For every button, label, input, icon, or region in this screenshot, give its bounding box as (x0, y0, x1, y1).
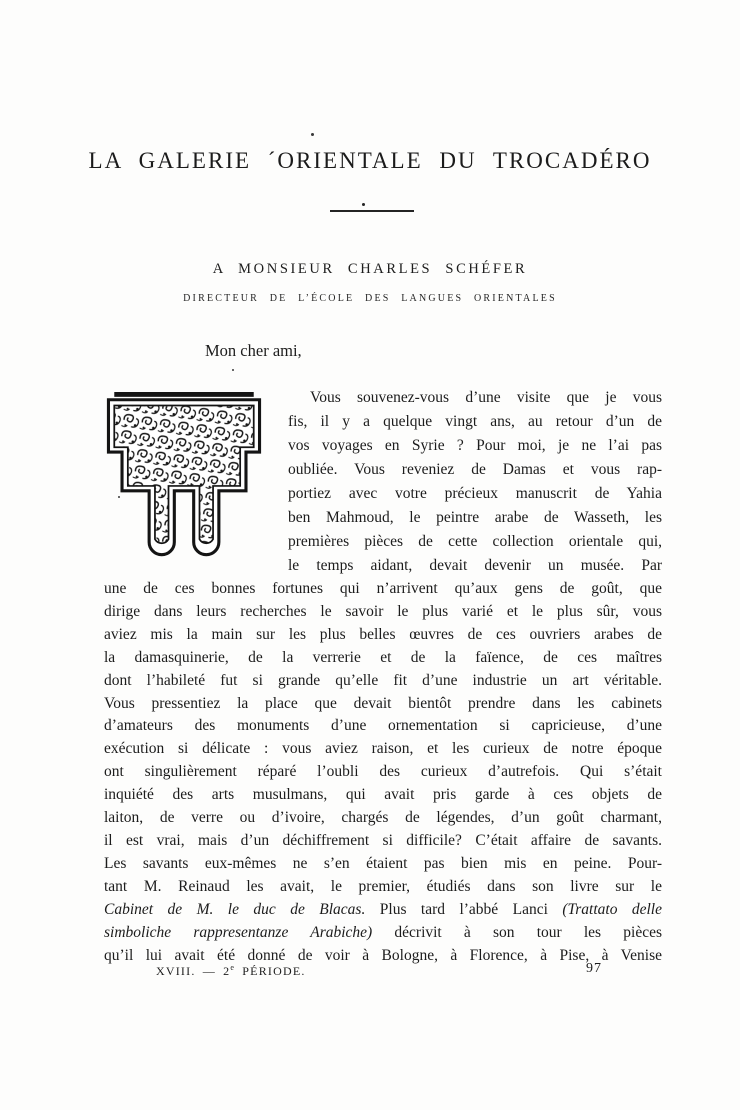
text-line: qu’il lui avait été donné de voir à Bologne, à Florence, à Pise, à Venise (104, 946, 662, 964)
ink-speck (311, 133, 314, 136)
text-line: ben Mahmoud, le peintre arabe de Wasseth, les (288, 509, 662, 526)
volume-signature (156, 963, 306, 979)
text-line: la damasquinerie, de la verrerie et de la faïence, de ces maîtres (104, 648, 662, 666)
text-line: inquiété des arts musulmans, qui avait pris garde à ces objets de (104, 786, 662, 804)
illustration-box (104, 386, 288, 578)
page-number: 97 (586, 961, 602, 976)
volume-ordinal-sup: e (230, 963, 236, 972)
ink-speck (232, 369, 234, 371)
book-title-italic: (Trattato delle (562, 900, 662, 918)
rule-dot (362, 203, 365, 206)
dedication-line: A MONSIEUR CHARLES SCHÉFER (212, 261, 528, 277)
plaque-top-bar (114, 392, 253, 397)
text-line: vos voyages en Syrie ? Pour moi, je ne l’ai pas (288, 437, 662, 454)
text-line: le temps aidant, devait devenir un musée. Par (288, 557, 662, 574)
text-line: aviez mis la main sur les plus belles œuvres de ces ouvriers arabes de (104, 625, 662, 643)
salutation: Mon cher ami, (205, 341, 302, 360)
book-title-italic: Cabinet de M. le duc de Blacas. (104, 900, 366, 918)
text-line: laiton, de verre ou d’ivoire, chargés de légendes, d’un goût charmant, (104, 809, 662, 827)
text-line: Vous souvenez-vous d’une visite que je vous (310, 389, 662, 406)
text-line-with-italics (104, 899, 662, 922)
first-paragraph-with-illustration (104, 386, 662, 578)
wrapped-text-column (288, 386, 662, 578)
plaque-inner-panel (114, 406, 253, 544)
page-footer (104, 963, 662, 985)
text-line: il est vrai, mais d’un déchiffrement si difficile? C’était affaire de savants. (104, 831, 662, 849)
dedication-subtitle: DIRECTEUR DE L’ÉCOLE DES LANGUES ORIENTALES (183, 293, 557, 304)
letter-body (104, 386, 662, 967)
text-line-with-italics (104, 922, 662, 945)
text-line: Les savants eux-mêmes ne s’en étaient pas bien mis en peine. Pour- (104, 854, 662, 872)
text-line: tant M. Reinaud les avait, le premier, étudiés dans son livre sur le (104, 877, 662, 895)
text-line: premières pièces de cette collection orientale qui, (288, 533, 662, 550)
text-line: dirige dans leurs recherches le savoir le plus varié et le plus sûr, vous (104, 602, 662, 620)
text-line: portiez avec votre précieux manuscrit de Yahia (288, 485, 662, 502)
text-segment: décrivit à son tour les pièces (372, 923, 662, 941)
volume-signature-text: XVIII. — 2 (156, 964, 231, 978)
text-line: exécution si délicate : vous aviez raison, et les curieux de notre époque (104, 740, 662, 758)
page-title: LA GALERIE ´ORIENTALE DU TROCADÉRO (88, 148, 652, 173)
text-line: dont l’habileté fut si grande qu’elle fit d’une industrie un art véritable. (104, 671, 662, 689)
text-line: fis, il y a quelque vingt ans, au retour d’un de (288, 413, 662, 430)
arabesque-plaque-illustration (104, 392, 264, 576)
text-line: une de ces bonnes fortunes qui n’arrivent qu’aux gens de goût, que (104, 580, 662, 597)
text-line: oubliée. Vous reveniez de Damas et vous rap- (288, 461, 662, 478)
ornamental-rule (330, 210, 414, 212)
text-line: ont singulièrement réparé l’oubli des curieux d’autrefois. Qui s’était (104, 763, 662, 781)
text-line: d’amateurs des monuments d’une ornementation si capricieuse, d’une (104, 717, 662, 735)
book-title-italic: simboliche rappresentanze Arabiche) (104, 923, 373, 941)
text-line: Vous pressentiez la place que devait bientôt prendre dans les cabinets (104, 694, 662, 712)
volume-signature-text: PÉRIODE. (235, 964, 306, 978)
text-segment: Plus tard l’abbé Lanci (365, 900, 563, 918)
